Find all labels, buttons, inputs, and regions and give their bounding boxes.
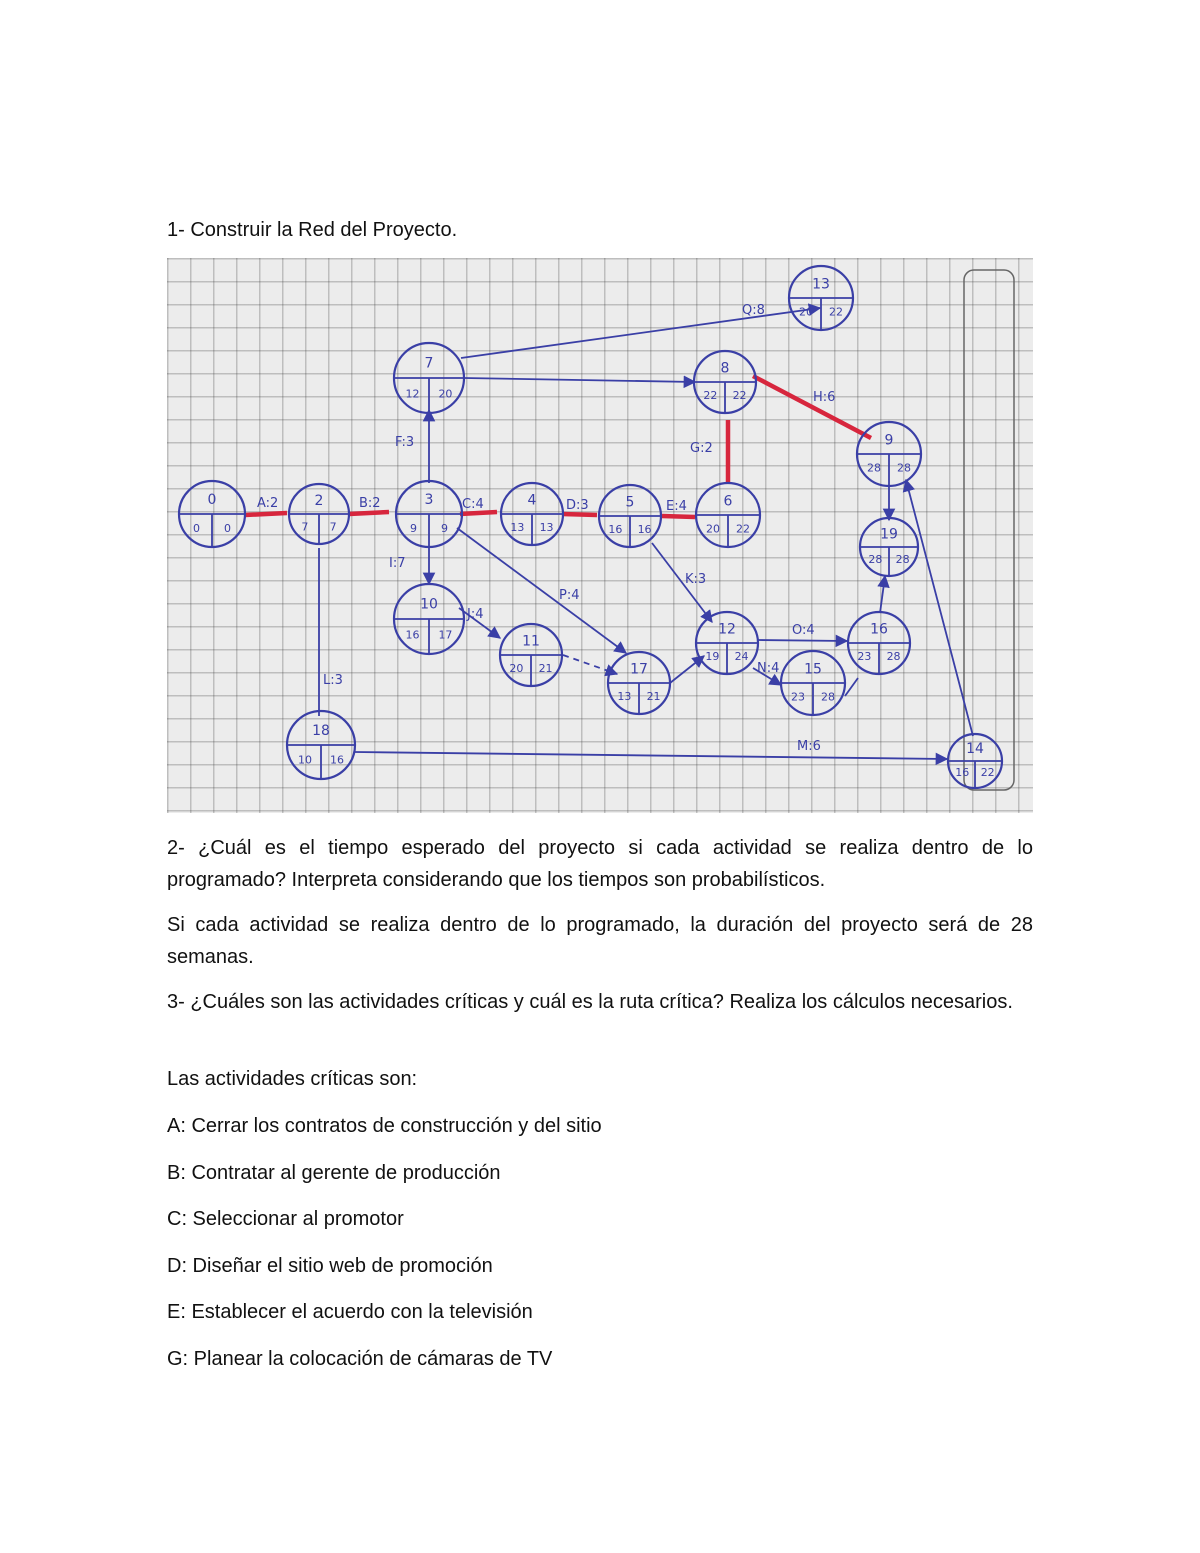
network-node-12 (696, 612, 758, 674)
network-node-9 (857, 422, 921, 486)
node-id: 14 (966, 740, 984, 757)
nodes-layer (179, 266, 1002, 788)
node-id: 2 (314, 493, 324, 509)
node-late-start: 28 (821, 690, 836, 704)
node-early-start: 0 (192, 522, 200, 536)
answer-2: Si cada actividad se realiza dentro de lo programado, la duración del proyecto será de 28 semanas. (167, 914, 1033, 968)
edge-label-k: K:3 (685, 572, 707, 587)
node-late-start: 22 (736, 522, 751, 536)
network-node-0 (179, 481, 245, 547)
network-node-5 (599, 485, 661, 547)
edge-16-19 (880, 576, 885, 613)
node-early-start: 13 (617, 690, 632, 704)
node-id: 18 (312, 722, 330, 739)
node-late-start: 16 (637, 523, 652, 537)
node-late-start: 17 (438, 628, 453, 642)
node-id: 8 (720, 360, 730, 377)
network-node-10 (394, 584, 464, 654)
node-late-start: 22 (732, 389, 747, 403)
edge-h (753, 376, 871, 438)
critical-activity-e: E: Establecer el acuerdo con la televisión (167, 1301, 533, 1323)
network-node-2 (289, 484, 349, 544)
node-id: 12 (718, 621, 736, 638)
node-early-start: 22 (703, 389, 718, 403)
node-late-start: 28 (897, 461, 912, 475)
edge-label-m: M:6 (797, 739, 821, 754)
network-diagram (167, 258, 1033, 813)
edge-label-c: C:4 (462, 497, 484, 512)
question-1: 1- Construir la Red del Proyecto. (167, 219, 458, 241)
node-early-start: 28 (868, 552, 883, 566)
node-early-start: 16 (955, 765, 970, 779)
edge-label-a: A:2 (257, 496, 279, 511)
edge-label-g: G:2 (690, 441, 713, 456)
node-late-start: 7 (329, 520, 337, 534)
node-id: 3 (424, 492, 434, 509)
edge-7-8 (464, 378, 695, 382)
edge-14-9 (906, 480, 973, 736)
edge-label-e: E:4 (666, 499, 687, 514)
node-early-start: 16 (405, 628, 420, 642)
edge-q (461, 305, 820, 358)
node-early-start: 12 (405, 387, 420, 401)
node-early-start: 7 (301, 520, 309, 534)
node-early-start: 13 (510, 521, 525, 535)
question-3: 3- ¿Cuáles son las actividades críticas y cuál es la ruta crítica? Realiza los cálculos necesarios. (167, 991, 1013, 1013)
edge-p (457, 528, 626, 653)
edge-17-12 (670, 656, 704, 683)
critical-activities-title: Las actividades críticas son: (167, 1068, 418, 1090)
edge-label-n: N:4 (757, 661, 780, 676)
network-node-3 (396, 481, 462, 547)
edge-label-l: L:3 (323, 673, 343, 688)
node-id: 15 (804, 661, 822, 678)
node-id: 11 (522, 633, 540, 650)
node-id: 6 (723, 493, 733, 510)
edge-label-i: I:7 (389, 556, 406, 571)
critical-activity-g: G: Planear la colocación de cámaras de TV (167, 1348, 553, 1370)
network-node-11 (500, 624, 562, 686)
node-late-start: 20 (438, 387, 453, 401)
question-2: 2- ¿Cuál es el tiempo esperado del proyecto si cada actividad se realiza dentro de lo programado? Interpreta considerando que los tiempos son probabilísticos. (167, 837, 1033, 891)
network-node-4 (501, 483, 563, 545)
edge-d (562, 514, 597, 515)
edge-b (349, 512, 389, 514)
edge-15-16 (845, 678, 858, 696)
node-id: 9 (884, 432, 894, 449)
edge-label-h: H:6 (813, 390, 836, 405)
margin-frame (964, 270, 1014, 790)
edge-a (245, 513, 287, 515)
node-early-start: 10 (298, 753, 313, 767)
edge-label-d: D:3 (566, 498, 589, 513)
node-id: 17 (630, 661, 648, 678)
critical-activity-b: B: Contratar al gerente de producción (167, 1162, 501, 1184)
node-early-start: 28 (866, 461, 881, 475)
edge-label-p: P:4 (559, 588, 580, 603)
edge-label-b: B:2 (359, 496, 381, 511)
node-late-start: 22 (980, 765, 995, 779)
network-node-17 (608, 652, 670, 714)
node-late-start: 21 (646, 690, 661, 704)
node-late-start: 13 (539, 521, 554, 535)
network-node-14 (948, 734, 1002, 788)
network-node-16 (848, 612, 910, 674)
node-id: 7 (424, 355, 434, 372)
edge-label-j: J:4 (467, 607, 484, 622)
edge-dummy-11-17 (563, 655, 617, 674)
network-node-19 (860, 518, 918, 576)
node-id: 0 (207, 492, 217, 509)
network-node-8 (694, 351, 756, 413)
network-node-13 (789, 266, 853, 330)
project-network-photo (167, 258, 1033, 813)
edge-o (757, 640, 847, 641)
edge-c (460, 512, 497, 514)
node-id: 4 (527, 492, 537, 509)
edge-m (355, 752, 947, 759)
node-early-start: 19 (705, 650, 720, 664)
node-late-start: 24 (734, 650, 749, 664)
node-late-start: 28 (895, 552, 910, 566)
node-late-start: 22 (829, 305, 844, 319)
node-early-start: 16 (608, 523, 623, 537)
node-early-start: 20 (705, 522, 720, 536)
network-node-15 (781, 651, 845, 715)
node-early-start: 23 (790, 690, 805, 704)
node-id: 16 (870, 621, 888, 638)
node-late-start: 28 (886, 650, 901, 664)
node-early-start: 9 (409, 522, 417, 536)
node-late-start: 9 (441, 522, 449, 536)
node-late-start: 21 (538, 662, 553, 676)
critical-activity-a: A: Cerrar los contratos de construcción y del sitio (167, 1115, 602, 1137)
node-early-start: 20 (798, 305, 813, 319)
node-early-start: 20 (509, 662, 524, 676)
node-late-start: 0 (224, 522, 232, 536)
edge-label-f: F:3 (395, 435, 415, 450)
node-id: 5 (625, 494, 635, 511)
network-node-7 (394, 343, 464, 413)
edge-label-q: Q:8 (742, 303, 765, 318)
network-node-6 (696, 483, 760, 547)
edge-e (662, 516, 695, 517)
network-node-18 (287, 711, 355, 779)
node-id: 13 (812, 276, 830, 293)
node-id: 10 (420, 596, 438, 613)
critical-activity-c: C: Seleccionar al promotor (167, 1208, 404, 1230)
node-late-start: 16 (329, 753, 344, 767)
edge-label-o: O:4 (792, 623, 815, 638)
node-early-start: 23 (857, 650, 872, 664)
node-id: 19 (880, 526, 898, 543)
critical-activity-d: D: Diseñar el sitio web de promoción (167, 1255, 493, 1277)
